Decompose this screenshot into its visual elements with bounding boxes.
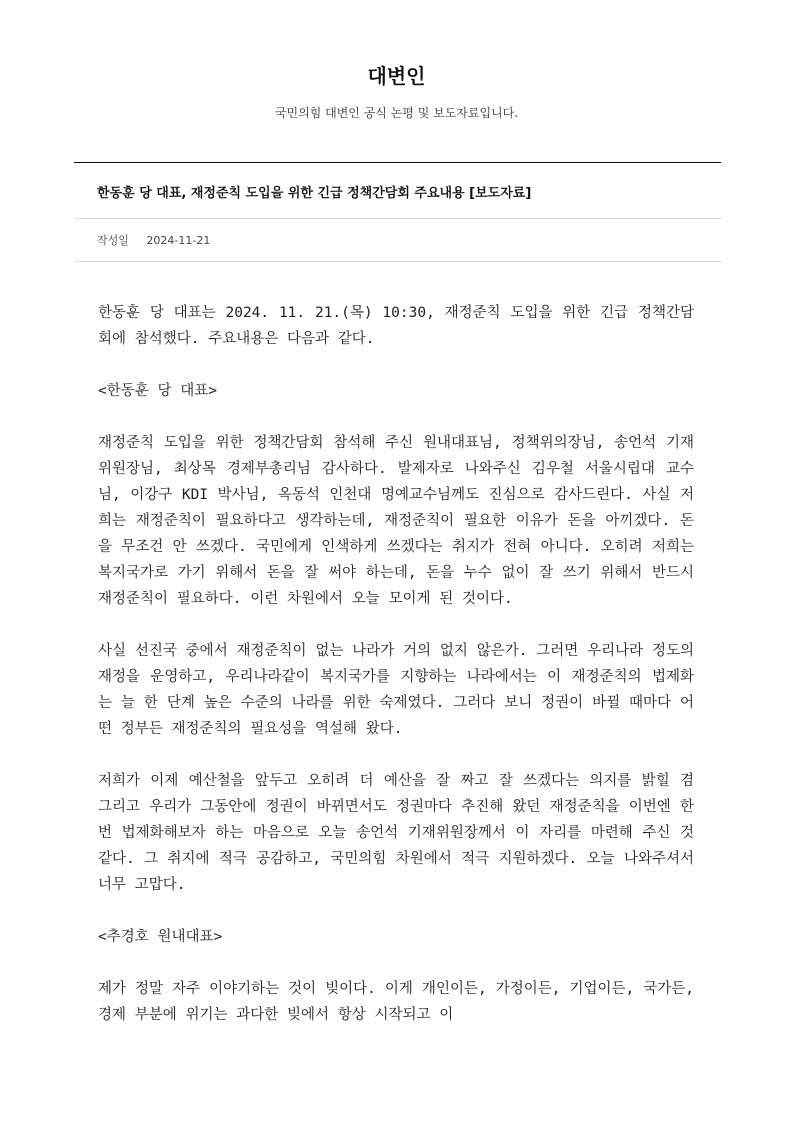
site-description: 국민의힘 대변인 공식 논평 및 보도자료입니다. [274,106,519,120]
post-date: 2024-11-21 [146,234,211,247]
header-divider [74,162,721,163]
body-paragraph-intro: 한동훈 당 대표는 2024. 11. 21.(목) 10:30, 재정준칙 도입을 위한 긴급 정책간담회에 참석했다. 주요내용은 다음과 같다. [98,305,694,347]
post-title: 한동훈 당 대표, 재정준칙 도입을 위한 긴급 정책간담회 주요내용 [보도자료] [97,186,532,201]
body-paragraph: 제가 정말 자주 이야기하는 것이 빚이다. 이게 개인이든, 가정이든, 기업이든, 국가든, 경제 부분에 위기는 과다한 빚에서 항상 시작되고 이 [98,981,694,1023]
site-title: 대변인 [367,64,426,88]
meta-divider [74,261,721,262]
speaker-heading-han: <한동훈 당 대표> [98,383,217,399]
title-divider [74,218,721,219]
post-body [98,300,694,1054]
body-paragraph: 사실 선진국 중에서 재정준칙이 없는 나라가 거의 없지 않은가. 그러면 우리나라 정도의 재정을 운영하고, 우리나라같이 복지국가를 지향하는 나라에서는 이 재정준칙의 법제화는 늘 한 단계 높은 수준의 나라를 위한 숙제였다. 그러다 보니 정권이 바뀔 때마다 어떤 정부든 재정준칙의 필요성을 역설해 왔다. [98,643,694,737]
post-meta [97,232,210,248]
body-paragraph: 재정준칙 도입을 위한 정책간담회 참석해 주신 원내대표님, 정책위의장님, 송언석 기재위원장님, 최상목 경제부총리님 감사하다. 발제자로 나와주신 김우철 서울시립대 교수님, 이강구 KDI 박사님, 옥동석 인천대 명예교수님께도 진심으로 감사드린다. 사실 저희는 재정준칙이 필요하다고 생각하는데, 재정준칙이 필요한 이유가 돈을 아끼겠다. 돈을 무조건 안 쓰겠다. 국민에게 인색하게 쓰겠다는 취지가 전혀 아니다. 오히려 저희는 복지국가로 가기 위해서 돈을 잘 써야 하는데, 돈을 누수 없이 잘 쓰기 위해서 반드시 재정준칙이 필요하다. 이런 차원에서 오늘 모이게 된 것이다. [98,435,694,607]
date-label: 작성일 [97,234,129,247]
body-paragraph: 저희가 이제 예산철을 앞두고 오히려 더 예산을 잘 짜고 잘 쓰겠다는 의지를 밝힐 겸 그리고 우리가 그동안에 정권이 바뀌면서도 정권마다 추진해 왔던 재정준칙을 이번엔 한번 법제화해보자 하는 마음으로 오늘 송언석 기재위원장께서 이 자리를 마련해 주신 것 같다. 그 취지에 적극 공감하고, 국민의힘 차원에서 적극 지원하겠다. 오늘 나와주셔서 너무 고맙다. [98,773,694,893]
speaker-heading-choo: <추경호 원내대표> [98,929,223,945]
